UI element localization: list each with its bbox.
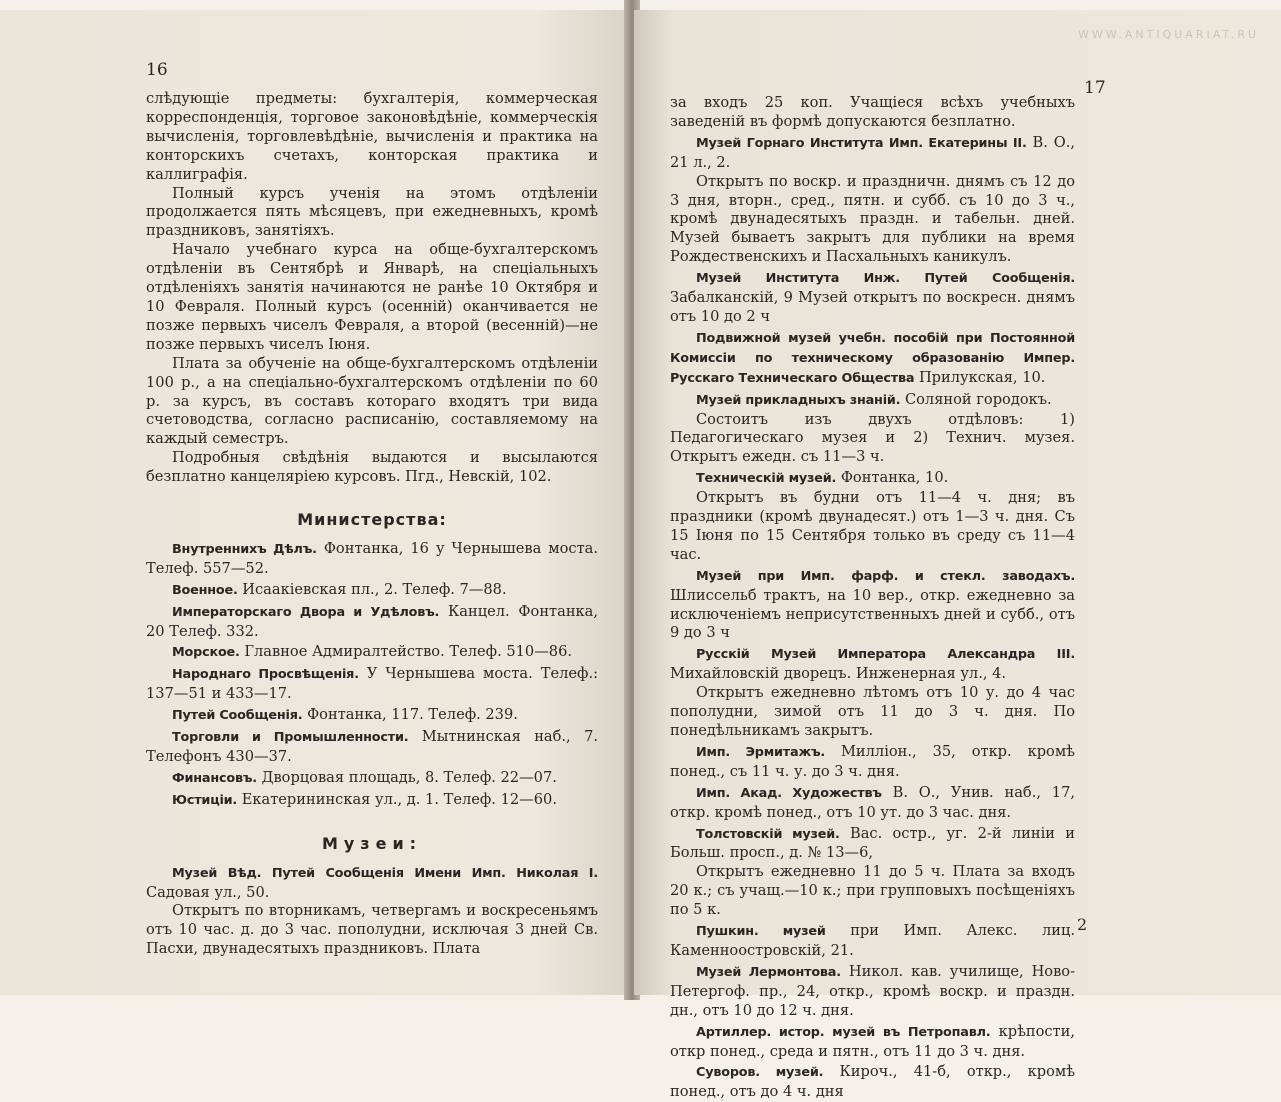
ministry-entry [146,706,598,726]
museum-entry [670,269,1075,327]
ministry-name: Морское. [172,645,240,661]
ministry-name: Военное. [172,582,238,598]
ministry-entry [146,728,598,767]
ministry-name: Народнаго Просвѣщенія. [172,667,359,683]
page-number-left: 16 [146,60,168,80]
museum-entry [670,567,1075,644]
ministry-entry [146,769,598,789]
museum-name: Имп. Эрмитажъ. [696,744,826,760]
museum-name: Музей Института Инж. Путей Сообщенія. [696,271,1075,287]
section-heading-museums: Музеи: [321,833,423,853]
museum-entry [670,784,1075,823]
ministry-text: Екатерининская ул., д. 1. Телеф. 12—60. [241,790,557,808]
page-number-right: 17 [1084,78,1106,98]
ministry-text: Исаакіевская пл., 2. Телеф. 7—88. [242,580,507,598]
museum-text: Фонтанка, 10. [840,469,949,487]
ministry-entry [146,665,598,704]
ministry-text: Главное Адмиралтейство. Телеф. 510—86. [244,643,573,661]
ministry-text: Фонтанка, 117. Телеф. 239. [307,706,518,724]
museum-text: Никол. кав. училище, Ново-Петергоф. пр., 24, откр., кромѣ воскр. и праздн. дн., отъ 10 до 12 ч. дня. [670,962,1076,1019]
museum-name: Артиллер. истор. музей въ Петропавл. [696,1024,991,1040]
paragraph: за входъ 25 коп. Учащіеся всѣхъ учебныхъ заведеній въ формѣ допускаются безплатно. [670,94,1075,130]
museum-text: Михайловскій дворецъ. Инженерная ул., 4. [670,665,1007,683]
museum-name: Музей Лермонтова. [696,964,841,980]
section-heading-ministries: Министерства: [297,510,447,530]
paragraph: Плата за обученіе на обще-бухгалтерскомъ отдѣленіи 100 р., а на спеціально-бухгалтерскомъ отдѣленіи по 60 р. за курсъ, въ составъ котораго входятъ три вида счетоводства, согласно расписанію, составляемому на каждый семестръ. [146,354,598,448]
ministry-entry [146,603,598,642]
museum-name: Музей Горнаго Института Имп. Екатерины II. [696,135,1027,151]
ministry-name: Путей Сообщенія. [172,708,303,724]
ministry-name: Торговли и Промышленности. [172,730,409,746]
museum-text: Кироч., 41-б, откр., кромѣ понед., отъ до 4 ч. дня [670,1063,1076,1101]
museum-name: Подвижной музей учебн. пособій при Постоянной Комиссіи по техническому образованію Импер. Русскаго Техническаго Общества [670,330,1075,386]
museum-entry [670,469,1075,489]
museum-text: при Имп. Алекс. лиц. Каменноостровскій, 21. [670,922,1075,959]
museum-name: Пушкин. музей [696,924,826,940]
museum-entry [670,329,1075,389]
right-page [634,10,1281,1101]
museum-entry [670,825,1075,864]
museum-text: Садовая ул., 50. [146,883,270,901]
ministry-entry [146,581,598,601]
museum-entry [670,922,1075,961]
museum-entry [670,1023,1075,1062]
ministry-text: Дворцовая площадь, 8. Телеф. 22—07. [261,768,557,786]
museum-entry [670,743,1075,782]
museum-text: Милліон., 35, откр. кромѣ понед., съ 11 ч. у. до 3 ч. дня. [670,742,1075,780]
left-page [0,10,630,995]
museum-entry [670,645,1075,684]
museum-body: Открытъ въ будни отъ 11—4 ч. дня; въ праздники (кромѣ двунадесят.) отъ 1—3 ч. дня. Съ 15 Іюня по 15 Сентября только въ среду съ 11—4 час. [670,489,1075,563]
museum-body: Открытъ ежедневно лѣтомъ отъ 10 у. до 4 час пополудни, зимой отъ 11 до 3 ч. дня. По понедѣльникамъ закрытъ. [670,684,1075,739]
left-text-column [146,90,598,959]
museum-text: Шлиссельб трактъ, на 10 вер., откр. ежедневно за исключеніемъ неприсутственныхъ дней и субб., отъ 9 до 3 ч [670,586,1075,642]
ministry-text: Канцел. Фонтанка, 20 Телеф. 332. [146,602,599,640]
ministry-name: Юстиціи. [172,792,238,808]
ministry-entry [146,540,598,579]
ministry-text: Фонтанка, 16 у Чернышева моста. Телеф. 557—52. [146,539,599,577]
museum-text: В. О., Унив. наб., 17, откр. кромѣ понед., отъ 10 ут. до 3 час. дня. [670,783,1076,821]
museum-name: Толстовскій музей. [696,826,840,842]
museum-body: Открытъ по воскр. и праздничн. днямъ съ 12 до 3 дня, вторн., сред., пятн. и субб. съ 10 до 3 ч., кромѣ двунадесятыхъ праздн. и табельн. дней. Музей бываетъ закрытъ для публики на время Рождественскихъ и Пасхальныхъ каникулъ. [670,172,1075,266]
museum-name: Имп. Акад. Художествъ [696,785,882,801]
museum-entry [670,963,1075,1021]
museum-name: Музей при Имп. фарф. и стекл. заводахъ. [696,568,1075,584]
signature-mark: 2 [1077,915,1088,934]
paragraph: Полный курсъ ученія на этомъ отдѣленіи продолжается пять мѣсяцевъ, при ежедневныхъ, кромѣ праздниковъ, занятіяхъ. [146,184,598,240]
museum-text: крѣпости, откр понед., среда и пятн., отъ 11 до 3 ч. дня. [670,1022,1075,1060]
ministry-entry [146,643,598,663]
museum-name: Русскій Музей Императора Александра III. [696,647,1075,663]
museum-body: Открытъ ежедневно 11 до 5 ч. Плата за входъ 20 к.; съ учащ.—10 к.; при групповыхъ посѣщеніяхъ по 5 к. [670,863,1075,919]
right-text-column [670,94,1075,1102]
museum-entry [670,134,1075,173]
ministry-text: У Чернышева моста. Телеф.: 137—51 и 433—17. [146,665,598,703]
watermark: WWW.ANTIQUARIAT.RU [1078,28,1259,41]
museum-name: Техническій музей. [696,471,837,487]
paragraph: Открытъ по вторникамъ, четвергамъ и воскресеньямъ отъ 10 час. д. до 3 час. пополудни, исключая 3 дней Св. Пасхи, двунадесятыхъ праздниковъ. Плата [146,902,598,958]
museum-body: Состоитъ изъ двухъ отдѣловъ: 1) Педагогическаго музея и 2) Технич. музея. Открытъ ежедн. съ 11—3 ч. [670,410,1075,466]
paragraph: слѣдующіе предметы: бухгалтерія, коммерческая корреспонденція, торговое законовѣдѣніе, коммерческія вычисленія, торговлевѣдѣніе, вычисленія и практика на конторскихъ счетахъ, конторская практика и каллиграфія. [146,90,598,183]
museum-name: Музей Вѣд. Путей Сообщенія Имени Имп. Николая I. [172,865,598,881]
museum-entry [670,1063,1075,1102]
ministry-name: Финансовъ. [172,770,257,786]
museum-name: Музей прикладныхъ знаній. [696,392,901,408]
ministry-name: Императорскаго Двора и Удѣловъ. [172,604,440,620]
museum-entry [670,391,1075,411]
ministry-text: Мытнинская наб., 7. Телефонъ 430—37. [146,728,598,765]
museum-name: Суворов. музей. [696,1065,824,1081]
museum-entry [146,864,598,903]
ministry-name: Внутреннихъ Дѣлъ. [172,541,317,557]
museum-text: Соляной городокъ. [904,390,1052,408]
museum-text: В. О., 21 л., 2. [670,133,1075,171]
museum-text: Вас. остр., уг. 2-й линіи и Больш. просп., д. № 13—6, [670,824,1075,862]
museum-text: Прилукская, 10. [918,368,1046,386]
paragraph: Начало учебнаго курса на обще-бухгалтерскомъ отдѣленіи въ Сентябрѣ и Январѣ, на спеціальныхъ отдѣленіяхъ занятія начинаются не ранѣе 10 Октября и 10 Февраля. Полный курсъ (осенній) оканчивается не позже первыхъ чиселъ Февраля, а второй (весенній)—не позже первыхъ чиселъ Іюня. [146,241,598,353]
museum-text: Забалканскій, 9 Музей открытъ по воскресн. днямъ отъ 10 до 2 ч [670,289,1075,325]
ministry-entry [146,791,598,811]
paragraph: Подробныя свѣдѣнія выдаются и высылаются безплатно канцеляріею курсовъ. Пгд., Невскій, 102. [146,449,598,486]
